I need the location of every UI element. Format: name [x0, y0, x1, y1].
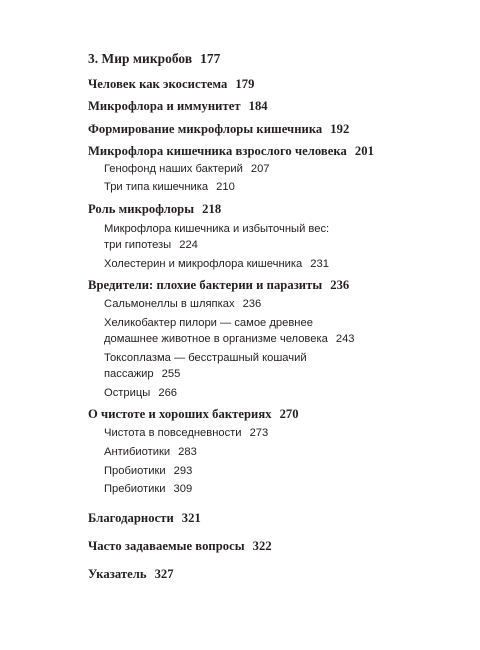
toc-section [88, 279, 349, 292]
toc-subentry [104, 164, 270, 175]
toc-entry-title: Сальмонеллы в шляпках [104, 298, 235, 310]
toc-page-number: 327 [154, 567, 174, 581]
toc-page-number: 236 [242, 298, 262, 310]
toc-entry-title: Токсоплазма — бесстрашный кошачий [104, 352, 307, 364]
toc-section [88, 78, 254, 91]
toc-page-number: 177 [200, 51, 221, 66]
toc-subentry [104, 388, 177, 399]
toc-entry-title: Генофонд наших бактерий [104, 163, 243, 175]
toc-page-number: 322 [252, 539, 272, 553]
toc-page-number: 270 [279, 407, 299, 421]
toc-subentry [104, 369, 180, 380]
toc-section [88, 408, 299, 421]
toc-entry-title: Микрофлора кишечника и избыточный вес: [104, 223, 330, 235]
toc-page-number: 273 [249, 427, 269, 439]
toc-entry-title: домашнее животное в организме человека [104, 333, 328, 345]
toc-subentry [104, 318, 313, 329]
toc-entry-title: Микрофлора кишечника взрослого человека [88, 144, 347, 158]
toc-entry-title: Пробиотики [104, 465, 166, 477]
toc-entry-title: Антибиотики [104, 446, 171, 458]
toc-page-number: 236 [330, 278, 350, 292]
toc-page-number: 224 [179, 239, 198, 251]
toc-subentry [104, 334, 355, 345]
toc-page-number: 218 [202, 202, 222, 216]
toc-subentry [104, 466, 192, 477]
toc-entry-title: Формирование микрофлоры кишечника [88, 122, 323, 136]
toc-subentry [104, 224, 329, 235]
toc-page-number: 192 [330, 122, 350, 136]
toc-page-number: 309 [173, 483, 193, 495]
toc-entry-title: 3. Мир микробов [88, 51, 193, 66]
toc-subentry [104, 240, 198, 251]
toc-subentry [104, 428, 268, 439]
toc-entry-title: Три типа кишечника [104, 181, 209, 193]
toc-entry-title: О чистоте и хороших бактериях [88, 407, 272, 421]
toc-page-number: 283 [178, 446, 197, 458]
toc-page-number: 243 [335, 333, 355, 345]
toc-entry-title: Пребиотики [104, 483, 166, 495]
toc-entry-title: Микрофлора и иммунитет [88, 99, 241, 113]
toc-page-number: 201 [354, 144, 374, 158]
toc-section [88, 203, 221, 216]
toc-entry-title: Человек как экосистема [88, 77, 228, 91]
toc-entry-title: Хеликобактер пилори — самое древнее [104, 317, 313, 329]
toc-entry-title: Вредители: плохие бактерии и паразиты [88, 278, 323, 292]
toc-entry-title: Острицы [104, 387, 151, 399]
toc-page-number: 255 [161, 368, 181, 380]
toc-subentry [104, 484, 192, 495]
toc-entry-title: три гипотезы [104, 239, 172, 251]
toc-section [88, 123, 349, 136]
toc-entry-title: Роль микрофлоры [88, 202, 195, 216]
toc-subentry [104, 447, 197, 458]
toc-section [88, 568, 174, 581]
toc-section [88, 512, 201, 525]
toc-section [88, 145, 374, 158]
toc-entry-title: Холестерин и микрофлора кишечника [104, 258, 303, 270]
toc-chapter [88, 52, 220, 65]
toc-subentry [104, 299, 261, 310]
toc-entry-title: Часто задаваемые вопросы [88, 539, 245, 553]
toc-page-number: 207 [250, 163, 270, 175]
toc-page-number: 231 [310, 258, 329, 270]
toc-page-number: 210 [216, 181, 235, 193]
toc-entry-title: Чистота в повседневности [104, 427, 242, 439]
toc-page-number: 266 [158, 387, 178, 399]
toc-page-number: 321 [181, 511, 201, 525]
toc-subentry [104, 353, 307, 364]
toc-entry-title: пассажир [104, 368, 154, 380]
toc-subentry [104, 182, 235, 193]
toc-subentry [104, 259, 329, 270]
toc-page-number: 293 [173, 465, 193, 477]
toc-page-number: 179 [235, 77, 255, 91]
toc-page-number: 184 [248, 99, 268, 113]
toc-section [88, 540, 272, 553]
toc-section [88, 100, 268, 113]
toc-entry-title: Указатель [88, 567, 147, 581]
toc-entry-title: Благодарности [88, 511, 174, 525]
